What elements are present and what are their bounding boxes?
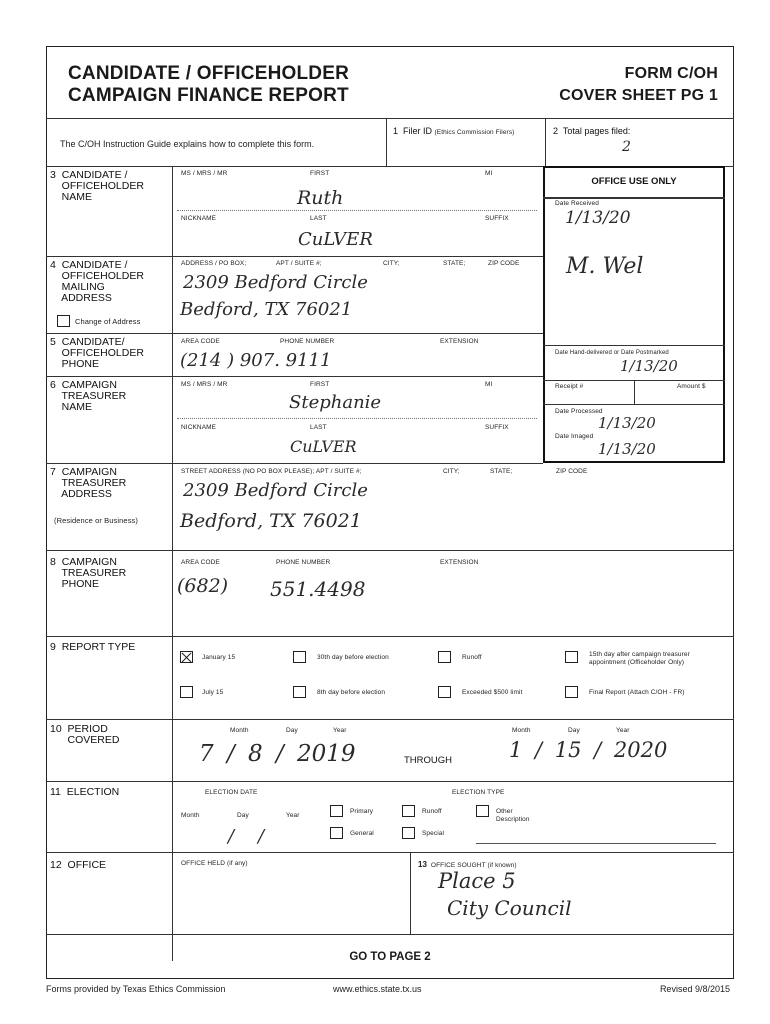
election-special-checkbox[interactable] [402, 827, 415, 839]
divider [46, 852, 734, 853]
election-special-label: Special [422, 830, 445, 837]
date-received-value: 1/13/20 [565, 208, 631, 228]
divider [177, 210, 537, 211]
divider [46, 550, 734, 551]
s4-zip-label: ZIP CODE [488, 260, 520, 267]
s3-ms-label: MS / MRS / MR [181, 170, 228, 177]
date-hand-delivered-value: 1/13/20 [620, 357, 678, 375]
divider [46, 376, 543, 377]
total-pages-label: 2 Total pages filed: [553, 126, 631, 136]
s5-area-label: AREA CODE [181, 338, 220, 345]
footer-provider: Forms provided by Texas Ethics Commission [46, 984, 226, 994]
s6-last-label: LAST [310, 424, 327, 431]
s7-zip-label: ZIP CODE [556, 468, 588, 475]
s3-first-label: FIRST [310, 170, 330, 177]
s10-to-month-label: Month [512, 727, 531, 734]
candidate-first-name[interactable]: Ruth [297, 187, 344, 209]
s3-last-label: LAST [310, 215, 327, 222]
election-primary-checkbox[interactable] [330, 805, 343, 817]
s7-note: (Residence or Business) [54, 516, 139, 525]
election-runoff-checkbox[interactable] [402, 805, 415, 817]
section-12-label: 12 OFFICE [50, 859, 107, 871]
election-other-label: Other [496, 808, 513, 815]
treasurer-address-line2[interactable]: Bedford, TX 76021 [180, 510, 362, 532]
treasurer-address-line1[interactable]: 2309 Bedford Circle [183, 480, 368, 501]
divider [46, 333, 543, 334]
section-5-label: 5 CANDIDATE/ OFFICEHOLDER PHONE [50, 336, 144, 370]
s7-state-label: STATE; [490, 468, 513, 475]
filer-id-field[interactable] [398, 140, 540, 158]
s10-to-day-label: Day [568, 727, 580, 734]
divider [543, 345, 725, 346]
divider [46, 636, 734, 637]
date-processed-value: 1/13/20 [598, 414, 656, 432]
s5-ext-label: EXTENSION [440, 338, 479, 345]
report-january15-checkbox[interactable] [180, 651, 193, 663]
section-8-label: 8 CAMPAIGN TREASURER PHONE [50, 556, 127, 590]
candidate-last-name[interactable]: CuLVER [298, 229, 373, 250]
report-final-checkbox[interactable] [565, 686, 578, 698]
election-date-slash-2: / [258, 826, 265, 847]
footer-revised: Revised 9/8/2015 [659, 984, 730, 994]
s3-mi-label: MI [485, 170, 493, 177]
change-of-address-checkbox[interactable] [57, 315, 70, 327]
report-runoff-label: Runoff [462, 654, 482, 661]
s10-to-year-label: Year [616, 727, 630, 734]
divider [476, 843, 716, 844]
divider [634, 380, 635, 404]
treasurer-area-code[interactable]: (682) [177, 575, 229, 597]
divider [543, 197, 725, 199]
form-id: FORM C/OH [624, 65, 718, 82]
divider [177, 418, 537, 419]
instruction-text: The C/OH Instruction Guide explains how to complete this form. [60, 139, 315, 149]
office-held-label: OFFICE HELD (if any) [181, 860, 248, 867]
period-to-date[interactable]: 1 / 15 / 2020 [509, 738, 668, 762]
s3-suffix-label: SUFFIX [485, 215, 509, 222]
s6-first-label: FIRST [310, 381, 330, 388]
office-sought-line1[interactable]: Place 5 [438, 869, 516, 893]
s6-suffix-label: SUFFIX [485, 424, 509, 431]
s7-street-label: STREET ADDRESS (NO PO BOX PLEASE); APT / SUITE #; [181, 468, 362, 475]
through-label: THROUGH [404, 755, 453, 766]
report-runoff-checkbox[interactable] [438, 651, 451, 663]
date-imaged-value: 1/13/20 [598, 440, 656, 458]
divider [46, 934, 734, 935]
section-4-label: 4 CANDIDATE / OFFICEHOLDER MAILING ADDRESS [50, 259, 144, 304]
report-15day-label: 15th day after campaign treasurer appointment (Officeholder Only) [589, 651, 690, 666]
form-subtitle: COVER SHEET PG 1 [559, 87, 718, 104]
s8-phone-label: PHONE NUMBER [276, 559, 331, 566]
s6-ms-label: MS / MRS / MR [181, 381, 228, 388]
report-july15-label: July 15 [202, 689, 224, 696]
divider [386, 118, 387, 166]
candidate-phone[interactable]: (214 ) 907. 9111 [180, 350, 332, 371]
s4-apt-label: APT / SUITE #; [276, 260, 322, 267]
date-received-label: Date Received [555, 200, 599, 207]
form-title-line2: CAMPAIGN FINANCE REPORT [68, 85, 349, 106]
s6-mi-label: MI [485, 381, 493, 388]
report-8day-label: 8th day before election [317, 689, 386, 696]
candidate-address-line2[interactable]: Bedford, TX 76021 [180, 299, 353, 320]
report-exceeded-label: Exceeded $500 limit [462, 689, 523, 696]
section-10-label: 10 PERIOD COVERED [50, 723, 120, 746]
report-final-label: Final Report (Attach C/OH - FR) [589, 689, 685, 696]
office-sought-line2[interactable]: City Council [447, 896, 572, 920]
receipt-label: Receipt # [555, 383, 584, 390]
election-date-slash-1: / [228, 826, 235, 847]
treasurer-first-name[interactable]: Stephanie [289, 392, 382, 413]
section-11-label: 11 ELECTION [50, 786, 120, 798]
divider [46, 463, 543, 464]
clerk-initials: M. Wel [566, 254, 644, 279]
s10-from-month-label: Month [230, 727, 249, 734]
footer-url[interactable]: www.ethics.state.tx.us [333, 984, 422, 994]
s8-area-label: AREA CODE [181, 559, 220, 566]
section-9-label: 9 REPORT TYPE [50, 641, 136, 653]
s4-city-label: CITY; [383, 260, 400, 267]
period-from-date[interactable]: 7 / 8 / 2019 [199, 741, 356, 767]
section-3-label: 3 CANDIDATE / OFFICEHOLDER NAME [50, 169, 144, 203]
election-other-checkbox[interactable] [476, 805, 489, 817]
s11-year-label: Year [286, 812, 300, 819]
report-july15-checkbox[interactable] [180, 686, 193, 698]
report-30day-label: 30th day before election [317, 654, 389, 661]
report-january15-label: January 15 [202, 654, 236, 661]
s6-nickname-label: NICKNAME [181, 424, 217, 431]
report-15day-checkbox[interactable] [565, 651, 578, 663]
date-processed-label: Date Processed [555, 408, 603, 415]
election-type-label: ELECTION TYPE [452, 789, 505, 796]
s7-city-label: CITY; [443, 468, 460, 475]
treasurer-phone[interactable]: 551.4498 [270, 577, 366, 601]
s10-from-year-label: Year [333, 727, 347, 734]
office-use-title: OFFICE USE ONLY [591, 176, 677, 187]
change-of-address-label: Change of Address [75, 317, 141, 326]
s3-nickname-label: NICKNAME [181, 215, 217, 222]
divider [543, 404, 725, 405]
s10-from-day-label: Day [286, 727, 298, 734]
election-runoff-label: Runoff [422, 808, 442, 815]
section-6-label: 6 CAMPAIGN TREASURER NAME [50, 379, 127, 413]
form-title-line1: CANDIDATE / OFFICEHOLDER [68, 63, 349, 84]
amount-label: Amount $ [677, 383, 706, 390]
divider [46, 256, 543, 257]
office-sought-label: 13 OFFICE SOUGHT (if known) [418, 860, 517, 869]
filer-id-label: 1 Filer ID (Ethics Commission Filers) [393, 126, 515, 136]
election-date-label: ELECTION DATE [205, 789, 258, 796]
divider [46, 118, 734, 119]
section-7-label: 7 CAMPAIGN TREASURER ADDRESS [50, 466, 127, 500]
s4-state-label: STATE; [443, 260, 466, 267]
date-hand-delivered-label: Date Hand-delivered or Date Postmarked [555, 350, 669, 356]
divider [410, 852, 411, 934]
divider [172, 166, 173, 961]
treasurer-last-name[interactable]: CuLVER [290, 437, 357, 456]
candidate-address-line1[interactable]: 2309 Bedford Circle [183, 272, 368, 293]
report-30day-checkbox[interactable] [293, 651, 306, 663]
s11-month-label: Month [181, 812, 200, 819]
s11-day-label: Day [237, 812, 249, 819]
s4-address-label: ADDRESS / PO BOX; [181, 260, 247, 267]
s8-ext-label: EXTENSION [440, 559, 479, 566]
go-to-page-2: GO TO PAGE 2 [349, 951, 431, 963]
report-8day-checkbox[interactable] [293, 686, 306, 698]
total-pages-value[interactable]: 2 [622, 139, 631, 155]
election-general-label: General [350, 830, 374, 837]
divider [545, 118, 546, 166]
report-exceeded-checkbox[interactable] [438, 686, 451, 698]
divider [46, 781, 734, 782]
divider [46, 719, 734, 720]
election-primary-label: Primary [350, 808, 374, 815]
election-description-label: Description [496, 816, 530, 823]
date-imaged-label: Date Imaged [555, 433, 594, 440]
s5-phone-label: PHONE NUMBER [280, 338, 335, 345]
election-general-checkbox[interactable] [330, 827, 343, 839]
